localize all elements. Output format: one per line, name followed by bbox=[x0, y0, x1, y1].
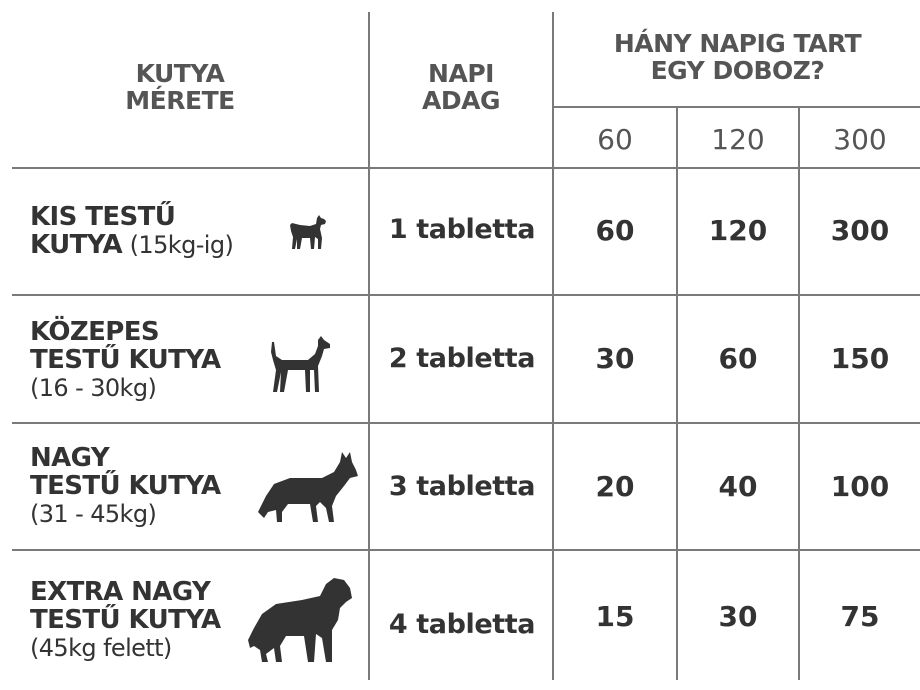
header-box-size-60: 60 bbox=[597, 123, 633, 156]
row-size-extra-large: EXTRA NAGY TESTŰ KUTYA (45kg felett) bbox=[30, 577, 221, 662]
days-cell-300: 100 bbox=[830, 470, 890, 503]
row-divider bbox=[553, 106, 920, 108]
row-divider bbox=[12, 549, 920, 551]
days-cell-60: 60 bbox=[595, 214, 635, 247]
column-divider bbox=[798, 108, 800, 680]
header-box-size-300: 300 bbox=[833, 123, 887, 156]
days-cell-120: 120 bbox=[708, 214, 768, 247]
dose-cell: 3 tabletta bbox=[388, 471, 536, 502]
row-divider bbox=[12, 294, 920, 296]
days-cell-120: 60 bbox=[718, 342, 758, 375]
column-divider bbox=[676, 108, 678, 680]
small-dog-icon bbox=[288, 213, 330, 253]
row-size-medium: KÖZEPES TESTŰ KUTYA (16 - 30kg) bbox=[30, 317, 221, 402]
days-cell-120: 30 bbox=[718, 600, 758, 633]
dose-cell: 1 tabletta bbox=[388, 214, 536, 245]
days-cell-120: 40 bbox=[718, 470, 758, 503]
row-divider bbox=[12, 422, 920, 424]
extra-large-dog-icon bbox=[246, 574, 356, 666]
days-cell-60: 30 bbox=[595, 342, 635, 375]
header-daily-dose: NAPI ADAG bbox=[422, 59, 500, 115]
dose-cell: 2 tabletta bbox=[388, 343, 536, 374]
days-cell-300: 150 bbox=[830, 342, 890, 375]
dose-cell: 4 tabletta bbox=[388, 609, 536, 640]
column-divider bbox=[552, 12, 554, 680]
header-box-size-120: 120 bbox=[711, 123, 765, 156]
header-box-duration: HÁNY NAPIG TART EGY DOBOZ? bbox=[613, 29, 862, 85]
row-size-large: NAGY TESTŰ KUTYA (31 - 45kg) bbox=[30, 443, 221, 528]
medium-dog-icon bbox=[268, 334, 334, 396]
days-cell-300: 300 bbox=[830, 214, 890, 247]
row-size-small: KIS TESTŰ KUTYA (15kg-ig) bbox=[30, 202, 234, 260]
row-divider bbox=[12, 167, 920, 169]
large-dog-icon bbox=[256, 450, 360, 526]
header-dog-size: KUTYA MÉRETE bbox=[125, 59, 235, 115]
days-cell-60: 15 bbox=[595, 600, 635, 633]
days-cell-300: 75 bbox=[840, 600, 880, 633]
days-cell-60: 20 bbox=[595, 470, 635, 503]
